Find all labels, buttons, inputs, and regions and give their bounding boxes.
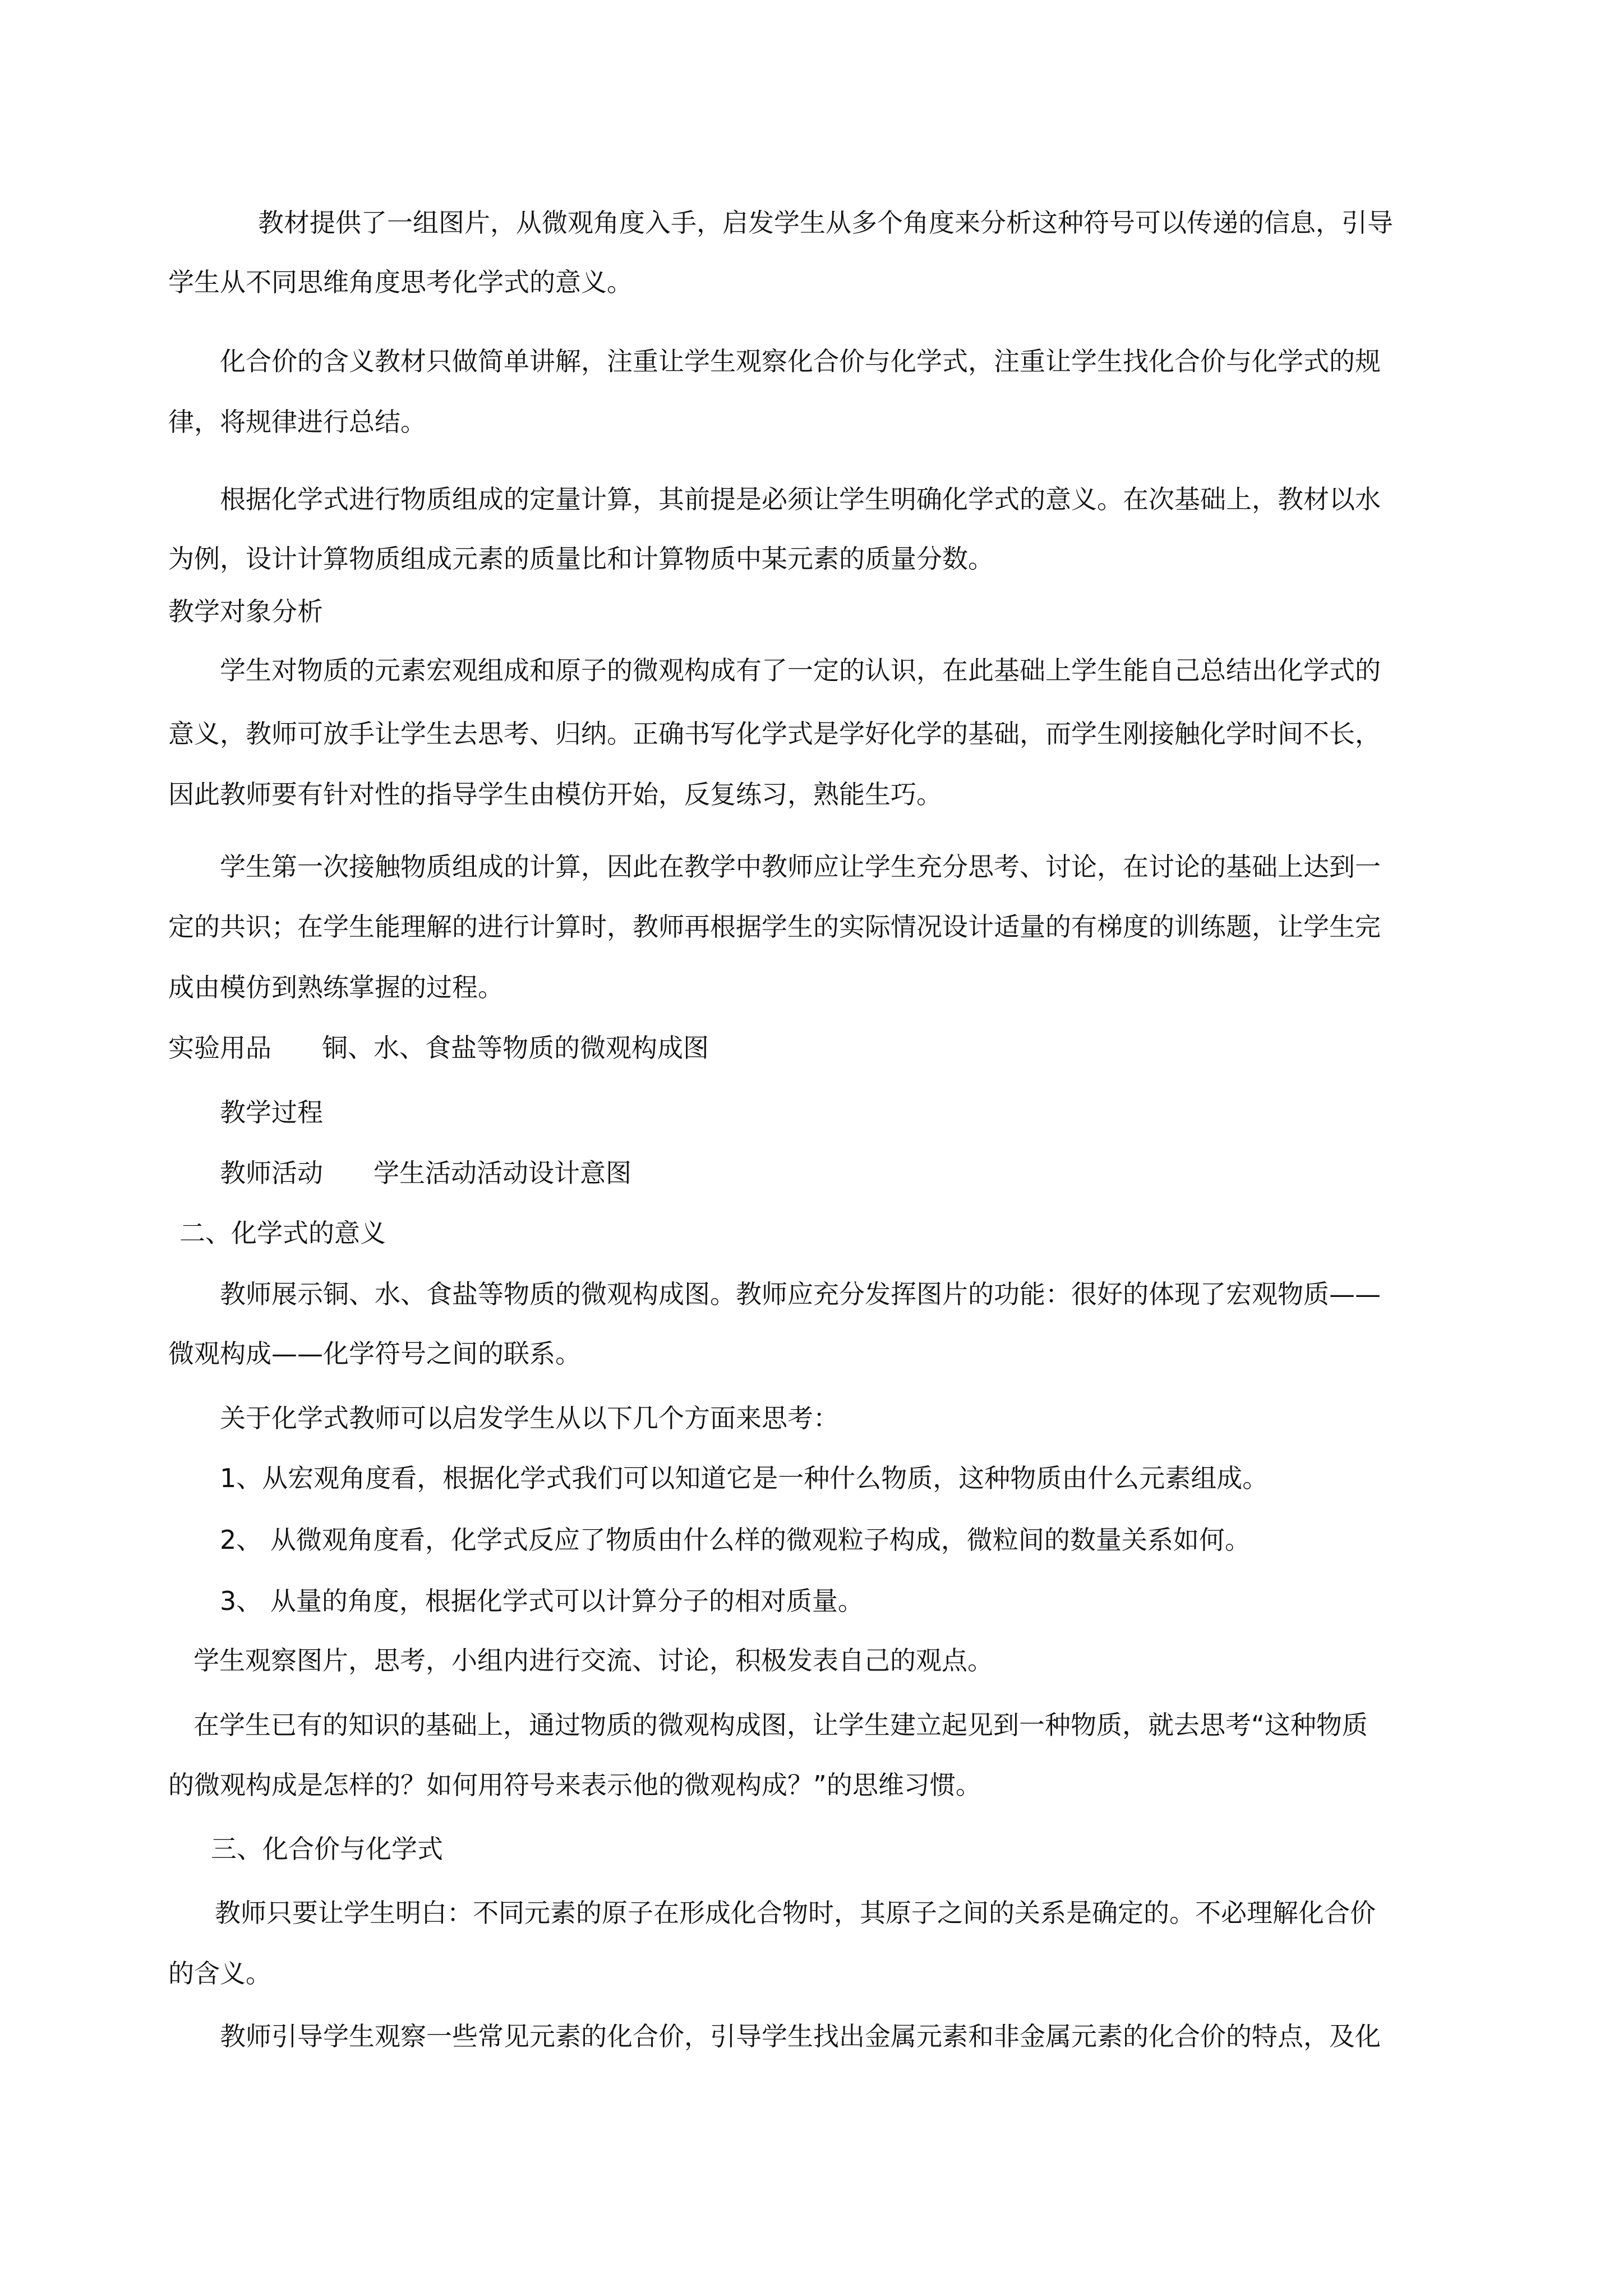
paragraph-line: 微观构成——化学符号之间的联系。	[168, 1338, 581, 1369]
paragraph-line: 的微观构成是怎样的？如何用符号来表示他的微观构成？”的思维习惯。	[168, 1770, 981, 1800]
section-heading: 教学对象分析	[168, 596, 323, 627]
paragraph-line: 成由模仿到熟练掌握的过程。	[168, 972, 504, 1002]
paragraph-line: 为例，设计计算物质组成元素的质量比和计算物质中某元素的质量分数。	[168, 544, 994, 574]
teacher-activity-label: 教师活动	[220, 1158, 323, 1188]
list-item: 3、 从量的角度，根据化学式可以计算分子的相对质量。	[220, 1586, 864, 1616]
paragraph-line: 教材提供了一组图片，从微观角度入手，启发学生从多个角度来分析这种符号可以传递的信息，引导	[258, 208, 1393, 238]
paragraph-line: 教师引导学生观察一些常见元素的化合价，引导学生找出金属元素和非金属元素的化合价的特点，及化	[220, 2021, 1381, 2051]
paragraph-line: 学生第一次接触物质组成的计算，因此在教学中教师应让学生充分思考、讨论，在讨论的基础上达到一	[220, 852, 1381, 882]
paragraph-line: 学生对物质的元素宏观组成和原子的微观构成有了一定的认识，在此基础上学生能自己总结出化学式的	[220, 655, 1381, 685]
paragraph-line: 关于化学式教师可以启发学生从以下几个方面来思考：	[220, 1403, 839, 1433]
materials-line	[168, 1031, 709, 1065]
paragraph-line: 根据化学式进行物质组成的定量计算，其前提是必须让学生明确化学式的意义。在次基础上，教材以水	[220, 484, 1381, 514]
paragraph-line: 化合价的含义教材只做简单讲解，注重让学生观察化合价与化学式，注重让学生找化合价与化学式的规	[220, 346, 1381, 376]
paragraph-line: 意义，教师可放手让学生去思考、归纳。正确书写化学式是学好化学的基础，而学生刚接触化学时间不长，	[168, 719, 1381, 749]
paragraph-line: 学生从不同思维角度思考化学式的意义。	[168, 267, 633, 297]
section-heading: 二、化学式的意义	[179, 1218, 386, 1248]
list-item: 2、 从微观角度看，化学式反应了物质由什么样的微观粒子构成，微粒间的数量关系如何。	[220, 1525, 1251, 1555]
list-item: 1、从宏观角度看，根据化学式我们可以知道它是一种什么物质，这种物质由什么元素组成。	[220, 1463, 1269, 1493]
activity-header-line	[220, 1156, 631, 1190]
paragraph-line: 在学生已有的知识的基础上，通过物质的微观构成图，让学生建立起见到一种物质，就去思考“这种物质	[193, 1710, 1368, 1740]
paragraph-line: 教师只要让学生明白：不同元素的原子在形成化合物时，其原子之间的关系是确定的。不必理解化合价	[215, 1898, 1376, 1928]
materials-text: 铜、水、食盐等物质的微观构成图	[322, 1033, 709, 1063]
materials-label: 实验用品	[168, 1033, 271, 1063]
paragraph-line: 学生观察图片，思考，小组内进行交流、讨论，积极发表自己的观点。	[193, 1645, 993, 1676]
section-heading: 教学过程	[220, 1097, 323, 1128]
paragraph-line: 因此教师要有针对性的指导学生由模仿开始，反复练习，熟能生巧。	[168, 779, 942, 809]
paragraph-line: 的含义。	[168, 1958, 271, 1989]
paragraph-line: 教师展示铜、水、食盐等物质的微观构成图。教师应充分发挥图片的功能：很好的体现了宏观物质——	[220, 1279, 1381, 1309]
paragraph-line: 定的共识；在学生能理解的进行计算时，教师再根据学生的实际情况设计适量的有梯度的训练题，让学生完	[168, 912, 1381, 942]
section-heading: 三、化合价与化学式	[211, 1834, 443, 1864]
student-activity-label: 学生活动活动设计意图	[374, 1158, 631, 1188]
paragraph-line: 律，将规律进行总结。	[168, 407, 426, 437]
